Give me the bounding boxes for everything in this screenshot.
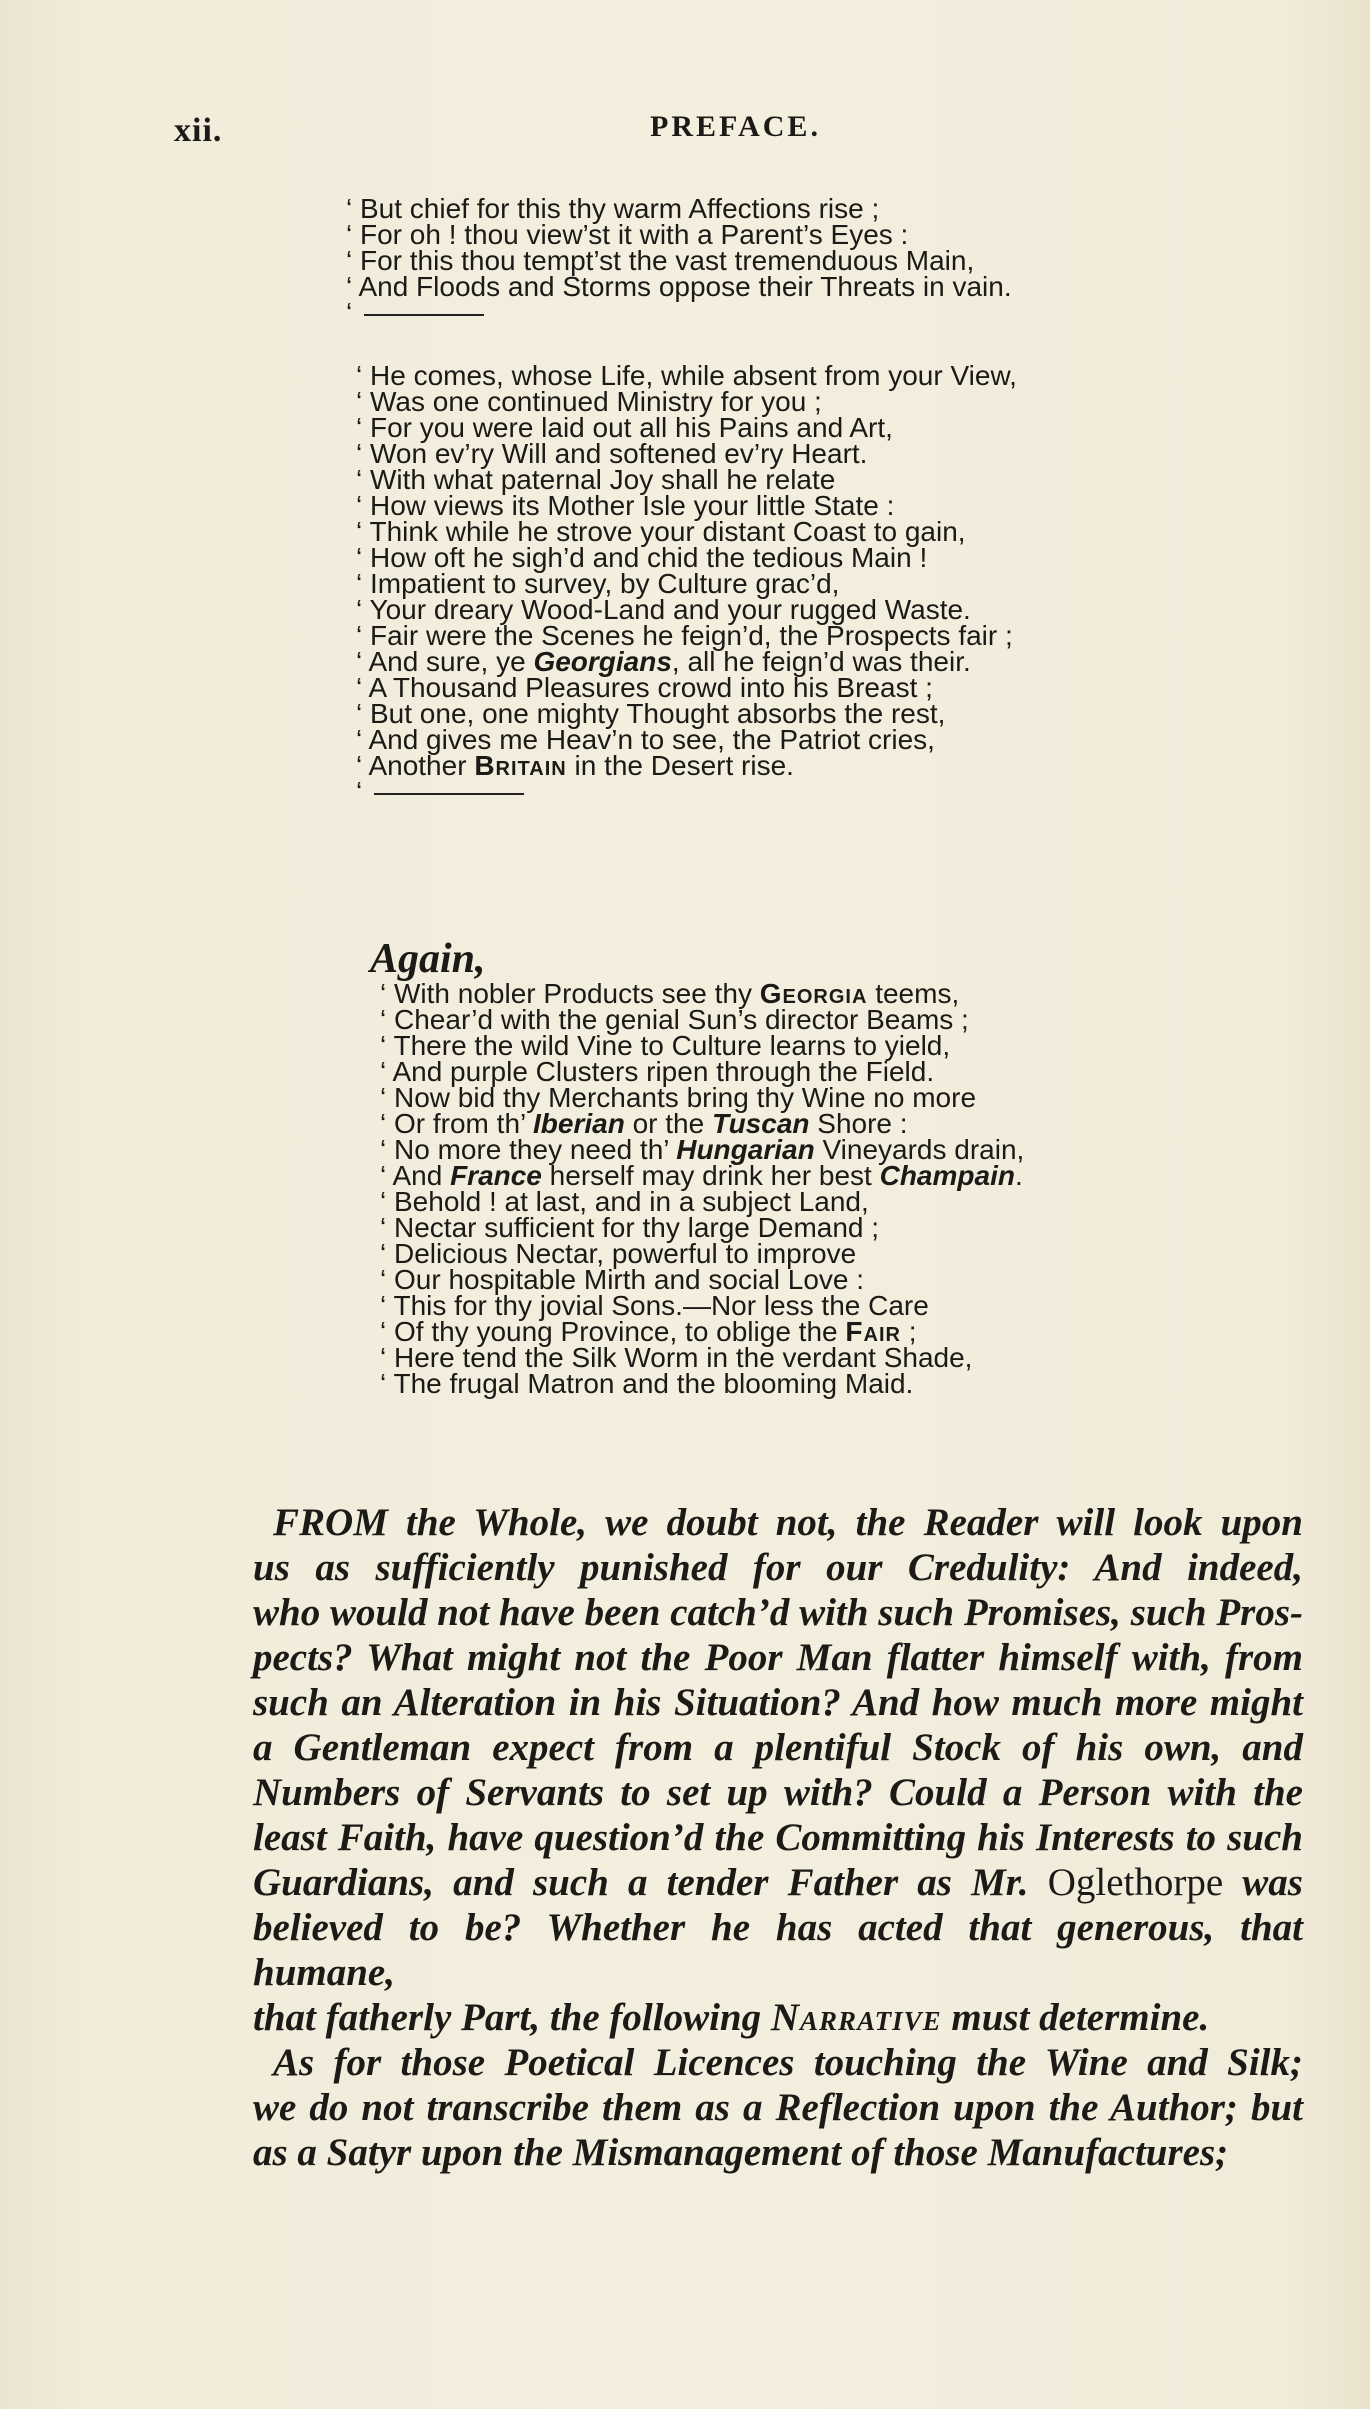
- verse-line: ‘ For you were laid out all his Pains and Art,: [356, 412, 893, 443]
- verse-line: ‘ Impatient to survey, by Culture grac’d,: [356, 568, 840, 599]
- verse-line: ‘ Of thy young Province, to oblige the Fair ;: [380, 1316, 917, 1347]
- verse-block-1: [346, 193, 1012, 328]
- verse-line: ‘ Think while he strove your distant Coast to gain,: [356, 516, 966, 547]
- verse-line: ‘: [356, 779, 1017, 805]
- verse-line: ‘ Now bid thy Merchants bring thy Wine no more: [380, 1082, 977, 1113]
- verse-line: ‘ Won ev’ry Will and softened ev’ry Heart.: [356, 438, 868, 469]
- prose-line: FROM the Whole, we doubt not, the Reader will look upon: [273, 1501, 1303, 1544]
- verse-line: ‘ Your dreary Wood-Land and your rugged Waste.: [356, 594, 971, 625]
- verse-line: ‘ Here tend the Silk Worm in the verdant Shade,: [380, 1342, 973, 1373]
- verse-line: ‘ He comes, whose Life, while absent from your View,: [356, 360, 1017, 391]
- again-heading: Again,: [370, 936, 486, 982]
- italic-term: Iberian: [532, 1108, 625, 1139]
- verse-line: ‘ And Floods and Storms oppose their Threats in vain.: [346, 271, 1012, 302]
- verse-line: ‘ But chief for this thy warm Affections rise ;: [346, 193, 880, 224]
- prose-line: us as sufficiently punished for our Credulity: And indeed,: [253, 1546, 1303, 1589]
- prose-line: As for those Poetical Licences touching the Wine and Silk;: [273, 2041, 1303, 2084]
- prose-line: believed to be? Whether he has acted that generous, that humane,: [253, 1906, 1303, 1994]
- verse-line: ‘ And purple Clusters ripen through the Field.: [380, 1056, 935, 1087]
- italic-term: France: [450, 1160, 542, 1191]
- running-head: PREFACE.: [650, 110, 821, 143]
- verse-line: ‘ Was one continued Ministry for you ;: [356, 386, 822, 417]
- verse-line: ‘ For oh ! thou view’st it with a Parent’s Eyes :: [346, 219, 909, 250]
- italic-term: Champain: [879, 1160, 1015, 1191]
- verse-block-3: [380, 978, 1025, 1399]
- verse-line: ‘ Delicious Nectar, powerful to improve: [380, 1238, 857, 1269]
- italic-term: Tuscan: [711, 1108, 810, 1139]
- verse-line: ‘ Behold ! at last, and in a subject Land,: [380, 1186, 869, 1217]
- italic-term: Hungarian: [676, 1134, 815, 1165]
- verse-line: ‘ Another Britain in the Desert rise.: [356, 750, 794, 781]
- verse-line: ‘ Fair were the Scenes he feign’d, the Prospects fair ;: [356, 620, 1013, 651]
- ellipsis-rule: [374, 793, 524, 795]
- italic-term: Georgians: [533, 646, 672, 677]
- verse-line: ‘ Nectar sufficient for thy large Demand ;: [380, 1212, 880, 1243]
- small-caps-term: Georgia: [759, 978, 868, 1009]
- small-caps-term: Fair: [845, 1316, 901, 1347]
- small-caps-term: Britain: [474, 750, 567, 781]
- verse-line: ‘ This for thy jovial Sons.—Nor less the Care: [380, 1290, 929, 1321]
- verse-line: ‘ With what paternal Joy shall he relate: [356, 464, 836, 495]
- prose-line: Guardians, and such a tender Father as Mr. Oglethorpe was: [253, 1861, 1303, 1904]
- prose-line: as a Satyr upon the Mismanagement of those Manufactures;: [253, 2131, 1229, 2174]
- verse-line: ‘ Chear’d with the genial Sun’s director Beams ;: [380, 1004, 969, 1035]
- verse-line: ‘ With nobler Products see thy Georgia teems,: [380, 978, 960, 1009]
- verse-line: ‘ How views its Mother Isle your little State :: [356, 490, 895, 521]
- verse-line: ‘ And gives me Heav’n to see, the Patriot cries,: [356, 724, 935, 755]
- verse-line: ‘ And France herself may drink her best Champain.: [380, 1160, 1023, 1191]
- prose-paragraph-2: [253, 2040, 1303, 2175]
- prose-line: pects? What might not the Poor Man flatter himself with, from: [253, 1636, 1303, 1679]
- prose-line: Numbers of Servants to set up with? Could a Person with the: [253, 1771, 1303, 1814]
- prose-line: least Faith, have question’d the Committing his Interests to such: [253, 1816, 1303, 1859]
- verse-line: ‘: [346, 300, 1012, 326]
- prose-line: that fatherly Part, the following Narrative must determine.: [253, 1996, 1210, 2039]
- prose-line: a Gentleman expect from a plentiful Stock of his own, and: [253, 1726, 1303, 1769]
- prose-line: we do not transcribe them as a Reflection upon the Author; but: [253, 2086, 1303, 2129]
- ellipsis-rule: [364, 314, 484, 316]
- verse-block-2: [356, 360, 1017, 807]
- verse-line: ‘ And sure, ye Georgians, all he feign’d was their.: [356, 646, 971, 677]
- verse-line: ‘ The frugal Matron and the blooming Maid.: [380, 1368, 914, 1399]
- small-caps-term: Narrative: [770, 1996, 942, 2039]
- roman-name: Oglethorpe: [1047, 1861, 1224, 1904]
- verse-line: ‘ Our hospitable Mirth and social Love :: [380, 1264, 865, 1295]
- prose-section: [253, 1500, 1303, 2175]
- verse-line: ‘ But one, one mighty Thought absorbs the rest,: [356, 698, 946, 729]
- verse-line: ‘ No more they need th’ Hungarian Vineyards drain,: [380, 1134, 1025, 1165]
- verse-line: ‘ A Thousand Pleasures crowd into his Breast ;: [356, 672, 933, 703]
- prose-line: who would not have been catch’d with such Promises, such Pros-: [253, 1591, 1303, 1634]
- verse-line: ‘ How oft he sigh’d and chid the tedious Main !: [356, 542, 928, 573]
- prose-paragraph-1: [253, 1500, 1303, 2040]
- verse-line: ‘ There the wild Vine to Culture learns to yield,: [380, 1030, 951, 1061]
- page-number: xii.: [174, 112, 223, 149]
- verse-line: ‘ For this thou tempt’st the vast tremenduous Main,: [346, 245, 975, 276]
- verse-line: ‘ Or from th’ Iberian or the Tuscan Shore :: [380, 1108, 908, 1139]
- prose-line: such an Alteration in his Situation? And how much more might: [253, 1681, 1303, 1724]
